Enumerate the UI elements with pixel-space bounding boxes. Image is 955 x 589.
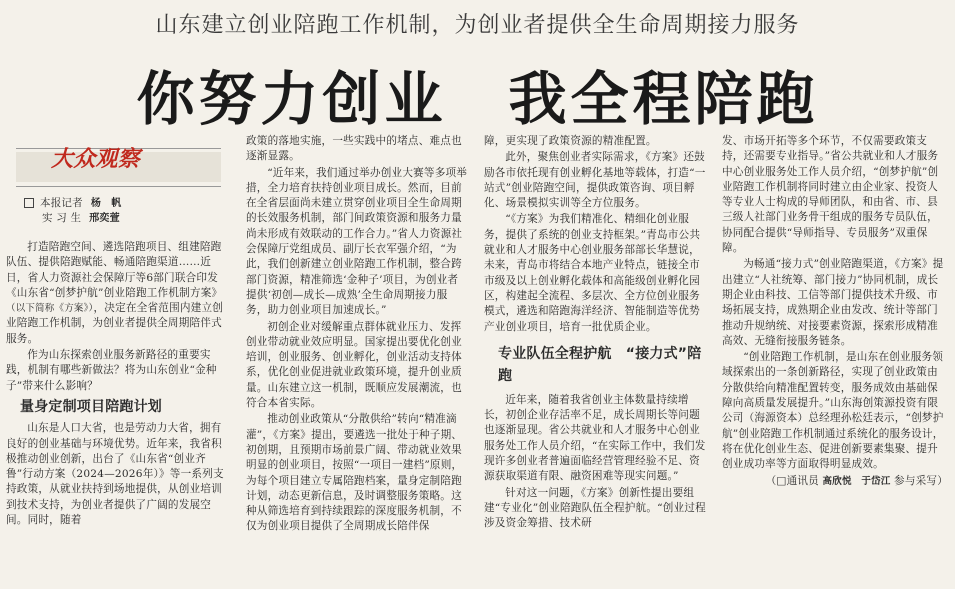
credit-text: （□通讯员 (765, 474, 819, 487)
section-subheading: 量身定制项目陪跑计划 (20, 398, 162, 415)
article-column-2 (246, 134, 468, 589)
section-subheading: 专业队伍全程护航 “接力式”陪跑 (498, 345, 702, 384)
paragraph: “近年来，我们通过举办创业大赛等多项举措，全力培育扶持创业项目成长。然而，目前在全省层面尚未建立贯穿创业项目全生命周期的长效服务机制，部门间政策资源和服务力量尚未形成有效联动的工作合力。”省人力资源社会保障厅党组成员、副厅长衣军强介绍，“为此，我们创新建立创业陪跑工作机制，整合跨部门资源，精准筛选‘金种子’项目，为创业者提供‘初创—成长—成熟’全生命周期接力服务，助力创业项目加速成长。” (246, 166, 468, 317)
section-logo-box (6, 142, 228, 186)
reporter-credit (722, 474, 948, 489)
paragraph: 为畅通“接力式”创业陪跑渠道，《方案》提出建立“人社统筹、部门接力”协同机制，成长期企业由科技、工信等部门提供技术升级、市场拓展支持，成熟期企业由发改、统计等部门推动升规纳统、对接要素资源，探索形成精准高效、无缝衔接服务链条。 (722, 258, 944, 347)
credit-names: 高欣悦 于岱江 (822, 475, 891, 487)
paragraph (6, 240, 228, 347)
paragraph: 发、市场开拓等多个环节，不仅需要政策支持，还需要专业指导。”省公共就业和人才服务中心创业服务处工作人员介绍，“创梦护航”创业陪跑工作机制将同时建立由企业家、投资人等专业人士构成的导师团队，和由省、市、县三级人社部门业务骨干组成的服务专员队伍，协同配合提供“导师指导、专员服务”双重保障。 (722, 135, 939, 255)
article-headline: 你努力创业 我全程陪跑 (136, 65, 819, 133)
paragraph-text: ，决定在全省范围内建立创业陪跑工作机制，为创业者提供全周期陪伴式服务。 (6, 302, 224, 345)
paragraph: 此外，聚焦创业者实际需求，《方案》还鼓励各市依托现有创业孵化基地等载体，打造“一站式”创业陪跑空间，提供政策咨询、项目孵化、场景模拟实训等全方位服务。 (484, 151, 706, 210)
paragraph: 障，更实现了政策资源的精准配置。 (484, 135, 657, 147)
paragraph: 推动创业政策从“分散供给”转向“精准滴灌”，《方案》提出，要遴选一批处于种子期、初创期，且预期市场前景广阔、带动就业效果明显的创业项目，按照“一项目一建档”原则，为每个项目建立专属陪跑档案，量身定制陪跑计划，动态更新信息，及时调整服务策略。这种从筛选培育到持续跟踪的深度服务机制，不仅为创业项目提供了全周期成长陪伴保 (246, 413, 463, 533)
paragraph-text: 打造陪跑空间、遴选陪跑项目、组建陪跑队伍、提供陪跑赋能、畅通陪跑渠道……近日，省人力资源社会保障厅等6部门联合印发《山东省“创梦护航”创业陪跑工作机制方案》 (6, 241, 223, 299)
byline-role: 实 习 生 (42, 212, 82, 224)
paragraph: “创业陪跑工作机制，是山东在创业服务领域探索出的一条创新路径，实现了创业政策由分散供给向精准配置转变，服务成效由基础保障向高质量发展提升。”山东海创策源投资有限公司（海源资本）总经理孙松廷表示，“创梦护航”创业陪跑工作机制通过系统化的服务设计，将在优化创业生态、促进创新要素集聚、提升创业成功率等方面取得明显成效。 (722, 351, 944, 471)
byline-name: 邢奕萱 (89, 213, 120, 224)
byline (24, 196, 228, 226)
paragraph: 政策的落地实施，一些实践中的堵点、难点也逐渐显露。 (246, 135, 462, 163)
paragraph: 针对这一问题，《方案》创新性提出要组建“专业化”创业陪跑队伍全程护航。“创业过程涉及资金筹措、技术研 (484, 486, 706, 530)
paragraph-note: （以下简称《方案》） (6, 303, 94, 315)
paragraph: 作为山东探索创业服务新路径的重要实践，机制有哪些新做法？将为山东创业“金种子”带来什么影响？ (6, 349, 217, 392)
byline-role: 本报记者 (40, 197, 83, 209)
paragraph: 山东是人口大省，也是劳动力大省，拥有良好的创业基础与环境优势。近年来，我省积极推动创业创新，出台了《山东省“创业齐鲁”行动方案（2024—2026年）》等一系列支持政策，从就业扶持到场地提供，从创业培训到技术支持，为创业者提供了广阔的发展空间。同时，随着 (6, 422, 224, 527)
byline-name: 杨 帆 (90, 198, 122, 209)
article-column-4 (722, 134, 948, 589)
paragraph: 近年来，随着我省创业主体数量持续增长，初创企业存活率不足，成长周期长等问题也逐渐显现。省公共就业和人才服务中心创业服务处工作人员介绍，“在实际工作中，我们发现许多创业者普遍面临经营管理经验不足、资源获取渠道有限、融资困难等现实问题。” (484, 393, 706, 483)
article-column-1 (6, 128, 228, 583)
section-logo: 大众观察 (51, 147, 140, 172)
square-icon (24, 198, 34, 208)
credit-text: 参与采写） (894, 474, 948, 487)
paragraph: 初创企业对缓解重点群体就业压力、发挥创业带动就业效应明显。国家提出要优化创业培训，创业服务、创业孵化，创业活动支持体系，优化创业促进就业政策环境，提升创业质量。山东建立这一机制，既顺应发展潮流，也符合本省实际。 (246, 320, 462, 410)
article-column-3 (484, 134, 706, 589)
paragraph: “《方案》为我们精准化、精细化创业服务，提供了系统的创业支持框架。”青岛市公共就业和人才服务中心创业服务部部长华慧说，未来，青岛市将结合本地产业特点，链接全市市级及以上创业孵化载体和高能级创业孵化园区，构建起全流程、多层次、全方位创业服务模式，遴选和陪跑海洋经济、智能制造等优势产业创业项目，培育一批优质企业。 (484, 213, 701, 333)
article-kicker: 山东建立创业陪跑工作机制，为创业者提供全生命周期接力服务 (155, 13, 800, 38)
divider (16, 186, 221, 187)
